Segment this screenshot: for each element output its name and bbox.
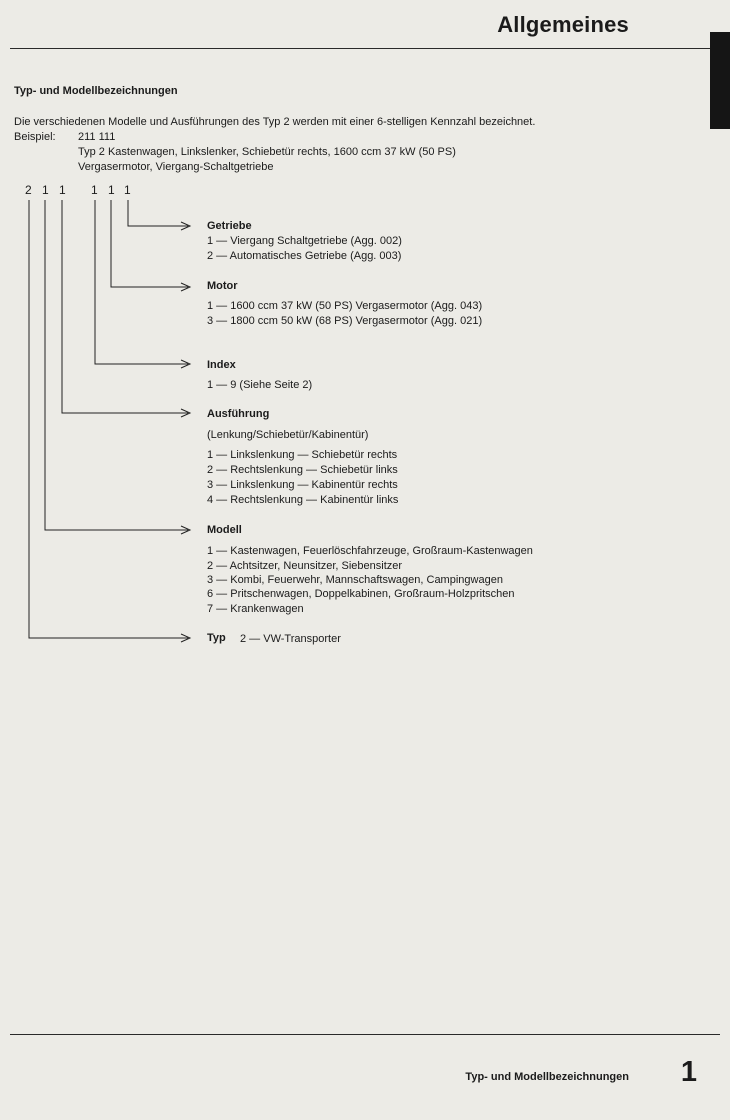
connector-ausfuehrung: [62, 200, 188, 413]
section-heading: Typ- und Modellbezeichnungen: [14, 85, 178, 97]
connector-typ: [29, 200, 188, 638]
connector-index: [95, 200, 188, 364]
code-digit-6: 1: [124, 183, 131, 197]
getriebe-item: 2 — Automatisches Getriebe (Agg. 003): [207, 250, 402, 262]
page-number: 1: [680, 1056, 697, 1088]
modell-item: 7 — Krankenwagen: [207, 603, 304, 615]
group-label-motor: Motor: [207, 280, 238, 292]
example-description-line-2: Vergasermotor, Viergang-Schaltgetriebe: [78, 161, 274, 173]
ausfuehrung-item: 2 — Rechtslenkung — Schiebetür links: [207, 464, 398, 476]
code-digit-4: 1: [91, 183, 98, 197]
index-item: 1 — 9 (Siehe Seite 2): [207, 379, 313, 391]
example-description-line-1: Typ 2 Kastenwagen, Linkslenker, Schiebetür rechts, 1600 ccm 37 kW (50 PS): [78, 146, 456, 158]
page-title: Allgemeines: [497, 12, 629, 37]
example-code: 211 111: [78, 131, 116, 143]
modell-item: 3 — Kombi, Feuerwehr, Mannschaftswagen, Campingwagen: [207, 574, 503, 586]
motor-item: 1 — 1600 ccm 37 kW (50 PS) Vergasermotor (Agg. 043): [207, 300, 483, 312]
code-digit-5: 1: [108, 183, 115, 197]
modell-item: 6 — Pritschenwagen, Doppelkabinen, Großraum-Holzpritschen: [207, 588, 515, 600]
connector-modell: [45, 200, 188, 530]
modell-item: 2 — Achtsitzer, Neunsitzer, Siebensitzer: [207, 560, 403, 572]
group-label-getriebe: Getriebe: [207, 220, 252, 232]
getriebe-item: 1 — Viergang Schaltgetriebe (Agg. 002): [207, 235, 402, 247]
ausfuehrung-item: 1 — Linkslenkung — Schiebetür rechts: [207, 449, 398, 461]
group-label-modell: Modell: [207, 524, 242, 536]
code-digit-2: 1: [42, 183, 49, 197]
typ-value: 2 — VW-Transporter: [240, 633, 341, 645]
modell-item: 1 — Kastenwagen, Feuerlöschfahrzeuge, Großraum-Kastenwagen: [207, 545, 533, 557]
intro-text: Die verschiedenen Modelle und Ausführungen des Typ 2 werden mit einer 6-stelligen Kennzahl bezeichnet.: [14, 116, 536, 128]
footer-rule: [10, 1034, 720, 1035]
ausfuehrung-item: 4 — Rechtslenkung — Kabinentür links: [207, 494, 399, 506]
ausfuehrung-item: 3 — Linkslenkung — Kabinentür rechts: [207, 479, 398, 491]
connector-getriebe: [128, 200, 188, 226]
motor-item: 3 — 1800 ccm 50 kW (68 PS) Vergasermotor (Agg. 021): [207, 315, 483, 327]
group-label-typ: Typ: [207, 632, 226, 644]
example-label: Beispiel:: [14, 131, 56, 143]
connector-motor: [111, 200, 188, 287]
group-label-index: Index: [207, 359, 236, 371]
group-label-ausfuehrung: Ausführung: [207, 408, 270, 420]
code-digit-1: 2: [25, 183, 32, 197]
code-digit-3: 1: [59, 183, 66, 197]
ausfuehrung-sublabel: (Lenkung/Schiebetür/Kabinentür): [207, 429, 369, 441]
footer-label: Typ- und Modellbezeichnungen: [465, 1071, 629, 1083]
